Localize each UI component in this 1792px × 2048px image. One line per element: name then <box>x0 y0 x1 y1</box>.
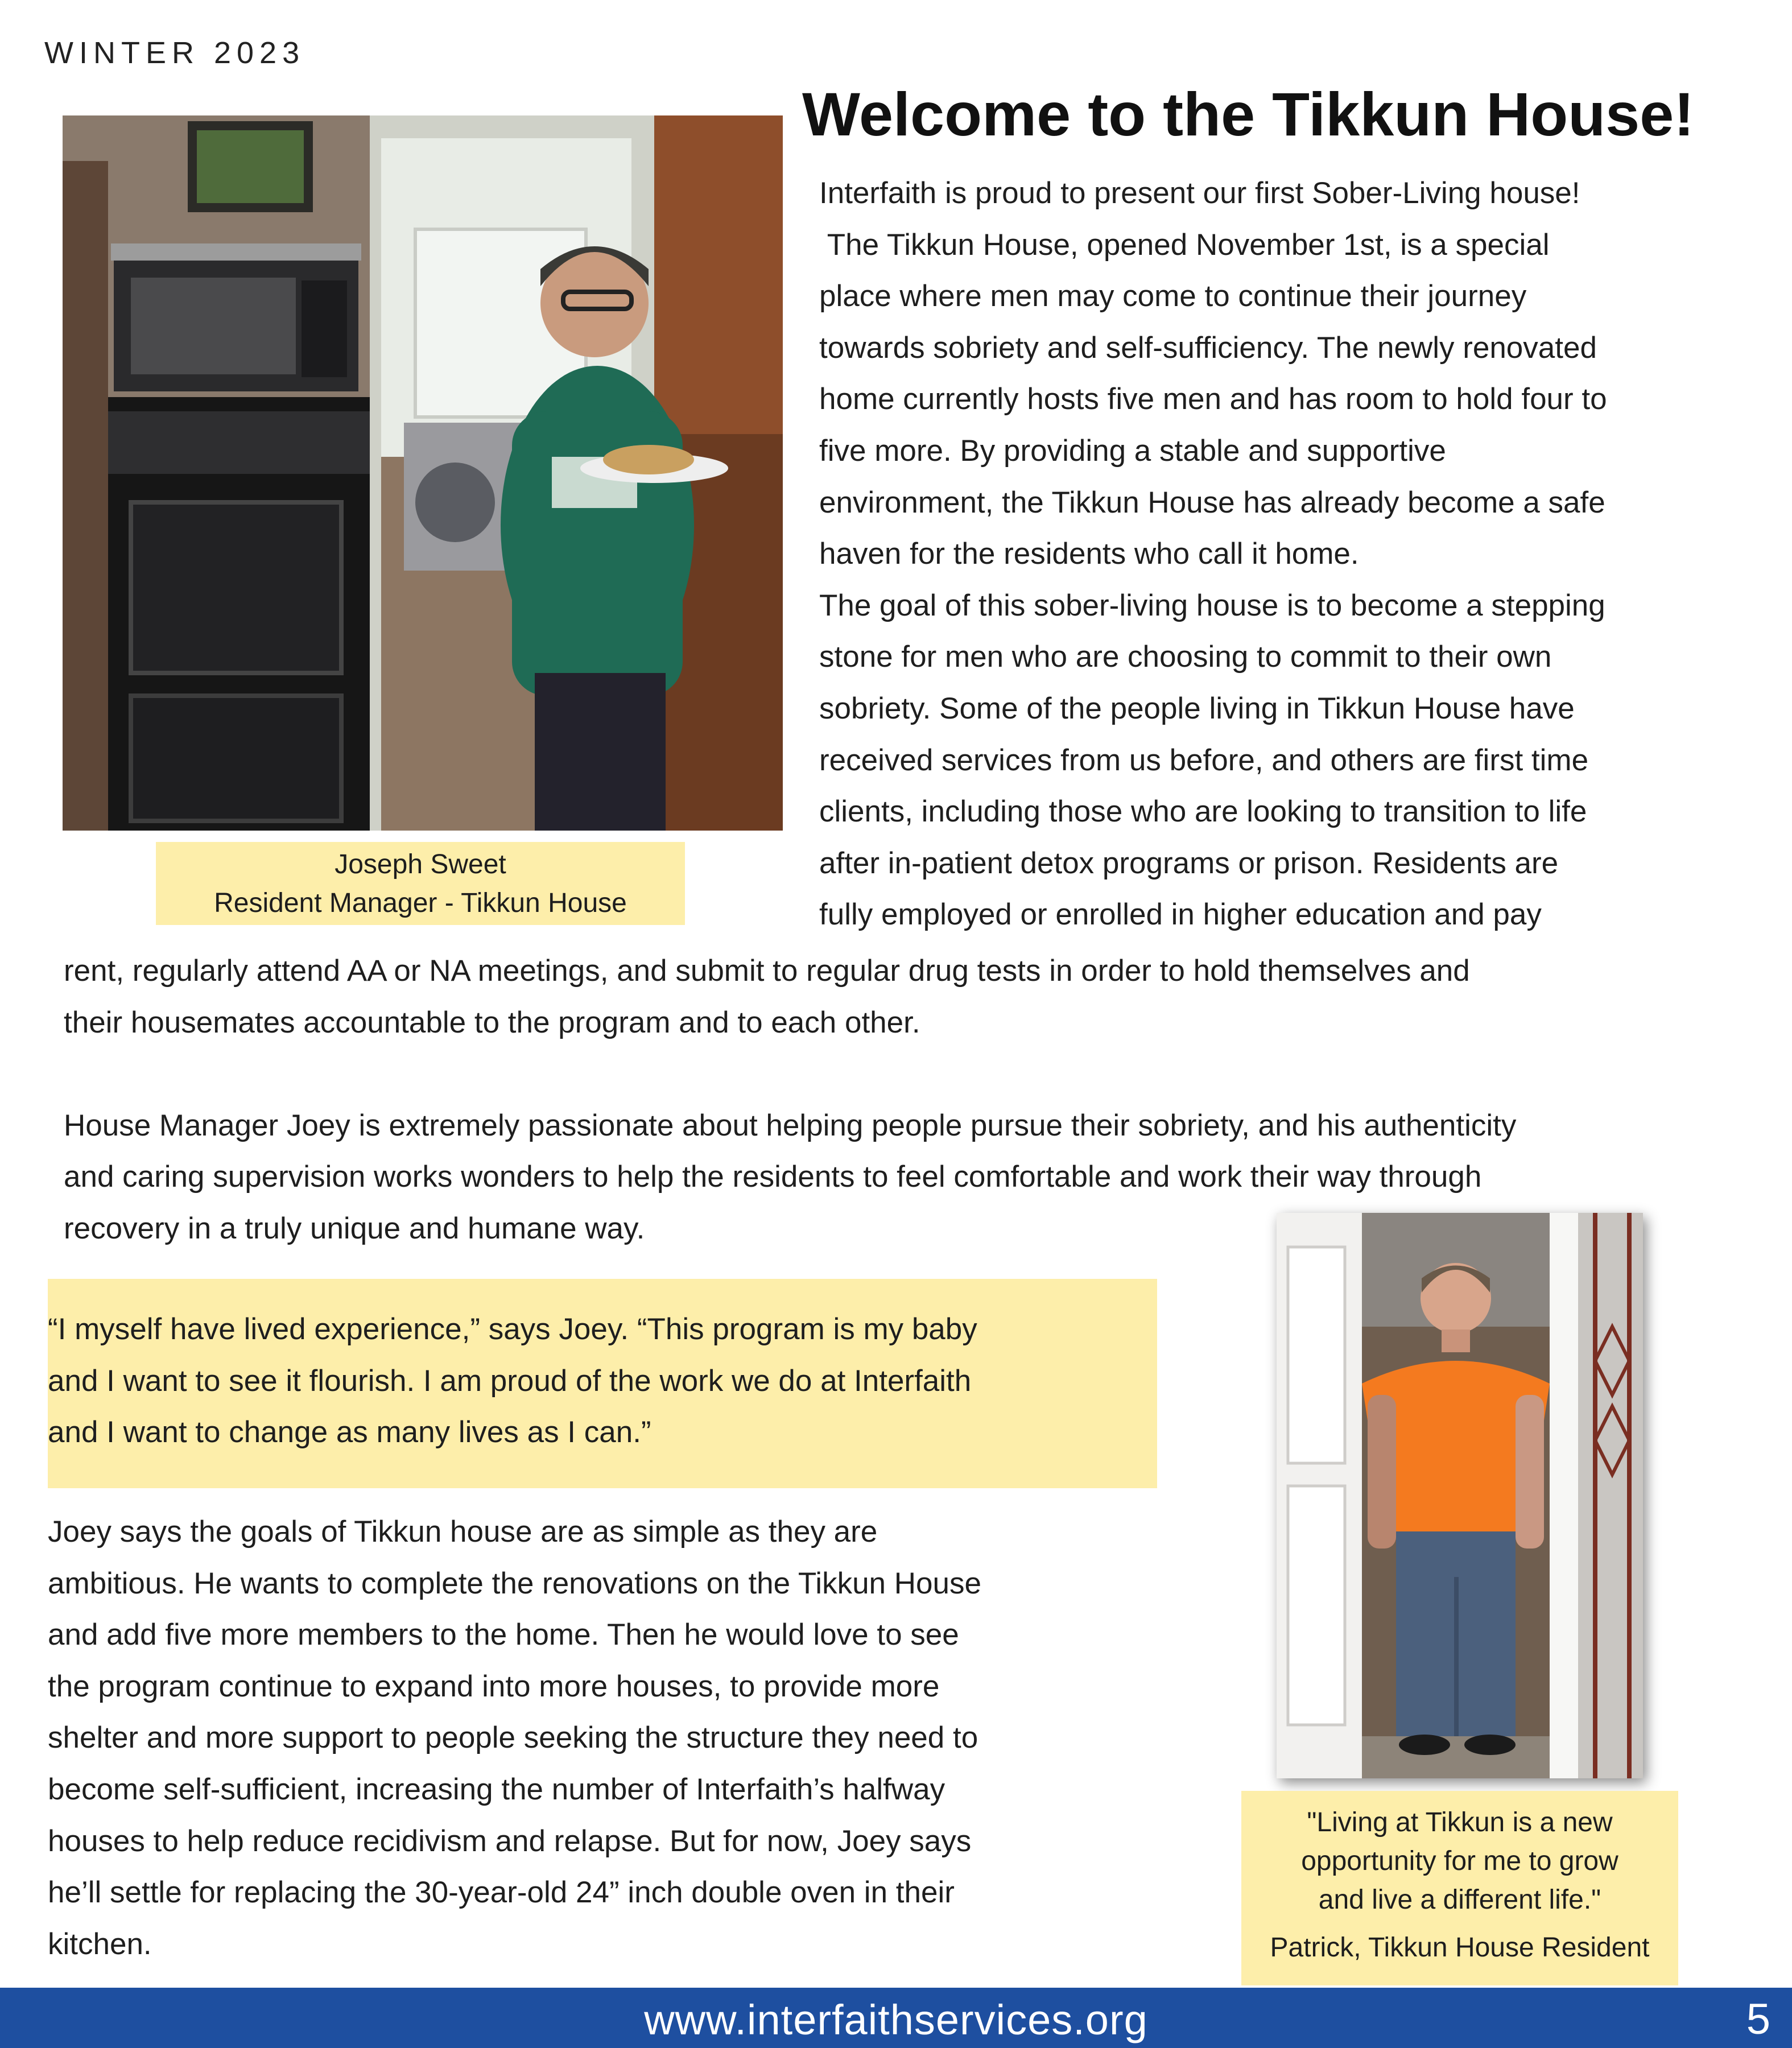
caption-role: Resident Manager - Tikkun House <box>214 888 627 918</box>
text-line: kitchen. <box>48 1927 152 1961</box>
page-number: 5 <box>1746 1995 1770 2043</box>
resident-testimonial <box>1241 1791 1678 1985</box>
text-line: home currently hosts five men and has room to hold four to <box>819 382 1607 416</box>
testimonial-attribution: Patrick, Tikkun House Resident <box>1270 1933 1650 1963</box>
text-line: ambitious. He wants to complete the renovations on the Tikkun House <box>48 1566 981 1600</box>
text-line: place where men may come to continue their journey <box>819 279 1527 313</box>
text-line: sobriety. Some of the people living in Tikkun House have <box>819 691 1575 725</box>
text-line: haven for the residents who call it home. <box>819 537 1359 571</box>
joey-quote-box <box>48 1279 1157 1488</box>
testimonial-line: and live a different life." <box>1318 1885 1601 1915</box>
article-intro <box>819 168 1775 941</box>
text-line: five more. By providing a stable and supportive <box>819 433 1446 468</box>
resident-manager-photo <box>63 115 783 831</box>
text-line: become self-sufficient, increasing the number of Interfaith’s halfway <box>48 1772 945 1806</box>
text-line: fully employed or enrolled in higher education and pay <box>819 898 1542 932</box>
page-footer <box>0 1988 1792 2048</box>
article-middle <box>64 945 1770 1255</box>
text-line: shelter and more support to people seeking the structure they need to <box>48 1721 978 1755</box>
website-link[interactable]: www.interfaithservices.org <box>644 1996 1148 2043</box>
text-line <box>64 1048 1770 1100</box>
text-line: received services from us before, and others are first time <box>819 743 1589 777</box>
text-line: Interfaith is proud to present our first Sober-Living house! <box>819 176 1580 210</box>
text-line: towards sobriety and self-sufficiency. The newly renovated <box>819 331 1597 365</box>
quote-line: and I want to see it flourish. I am proud of the work we do at Interfaith <box>48 1364 972 1398</box>
quote-line: and I want to change as many lives as I can.” <box>48 1415 651 1450</box>
text-line: rent, regularly attend AA or NA meetings, and submit to regular drug tests in order to hold themselves and <box>64 954 1470 988</box>
text-line: stone for men who are choosing to commit to their own <box>819 640 1552 674</box>
text-line: houses to help reduce recidivism and relapse. But for now, Joey says <box>48 1824 972 1858</box>
resident-manager-caption <box>156 842 685 925</box>
text-line: and caring supervision works wonders to help the residents to feel comfortable and work their way through <box>64 1160 1482 1194</box>
testimonial-line: opportunity for me to grow <box>1301 1846 1618 1876</box>
issue-season: WINTER 2023 <box>44 36 305 70</box>
text-line: The goal of this sober-living house is to become a stepping <box>819 588 1605 622</box>
caption-name: Joseph Sweet <box>335 849 506 880</box>
text-line: recovery in a truly unique and humane way. <box>64 1211 645 1245</box>
quote-line: “I myself have lived experience,” says Joey. “This program is my baby <box>48 1312 977 1346</box>
text-line: The Tikkun House, opened November 1st, is a special <box>819 228 1550 262</box>
text-line: after in-patient detox programs or prison. Residents are <box>819 846 1559 880</box>
resident-photo <box>1277 1213 1643 1778</box>
testimonial-line: "Living at Tikkun is a new <box>1307 1807 1613 1838</box>
text-line: clients, including those who are looking to transition to life <box>819 795 1587 829</box>
text-line: Joey says the goals of Tikkun house are as simple as they are <box>48 1515 878 1549</box>
text-line: House Manager Joey is extremely passionate about helping people pursue their sobriety, and his authenticity <box>64 1108 1517 1142</box>
text-line: environment, the Tikkun House has already become a safe <box>819 485 1605 519</box>
text-line: he’ll settle for replacing the 30-year-old 24” inch double oven in their <box>48 1876 955 1910</box>
page-title: Welcome to the Tikkun House! <box>802 80 1695 148</box>
text-line: and add five more members to the home. Then he would love to see <box>48 1618 959 1652</box>
article-conclusion <box>48 1506 1163 1970</box>
text-line: their housemates accountable to the program and to each other. <box>64 1005 920 1039</box>
text-line: the program continue to expand into more houses, to provide more <box>48 1669 940 1703</box>
